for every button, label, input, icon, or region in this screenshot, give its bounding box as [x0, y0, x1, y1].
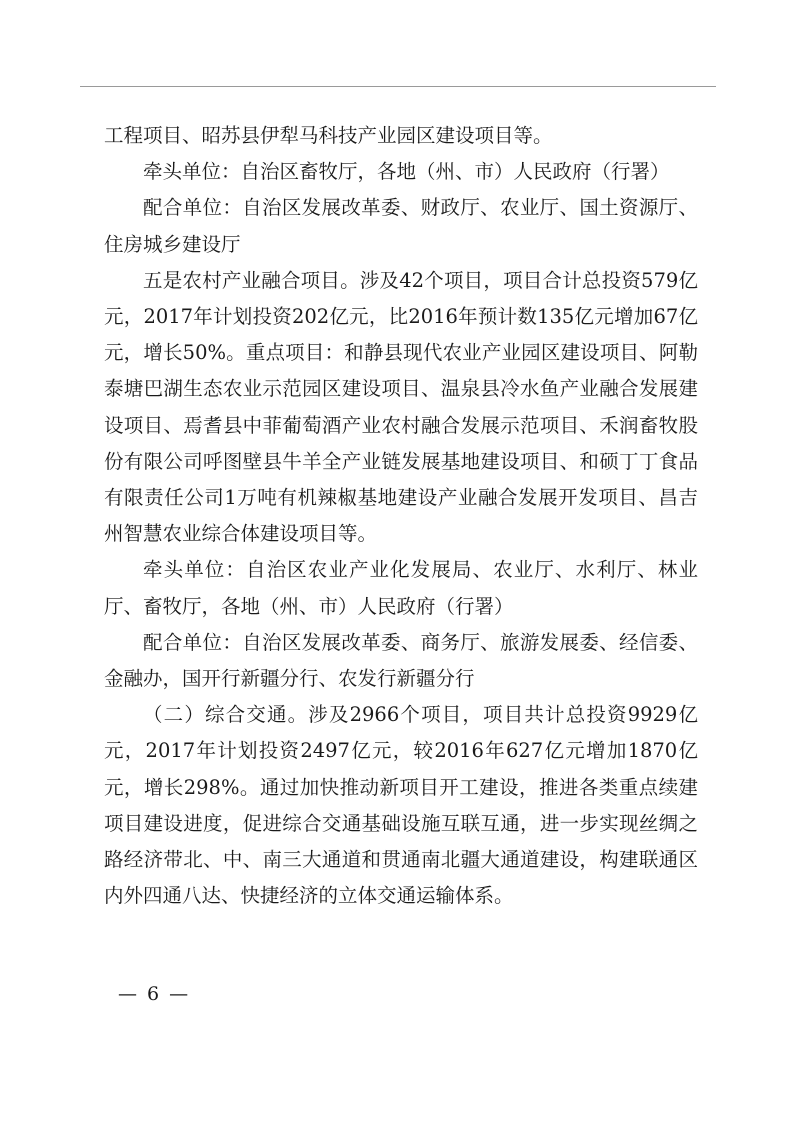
paragraph-5-lead-unit: 牵头单位：自治区农业产业化发展局、农业厅、水利厅、林业厅、畜牧厅，各地（州、市）人民政府（行署） [104, 558, 698, 618]
paragraph-2-lead-unit: 牵头单位：自治区畜牧厅，各地（州、市）人民政府（行署） [143, 160, 670, 184]
header-rule [80, 86, 716, 87]
paragraph-3-coop-unit: 配合单位：自治区发展改革委、财政厅、农业厅、国土资源厅、住房城乡建设厅 [104, 196, 698, 256]
paragraph-6-coop-unit: 配合单位：自治区发展改革委、商务厅、旅游发展委、经信委、金融办，国开行新疆分行、农发行新疆分行 [104, 630, 698, 691]
page-number: — 6 — [118, 983, 191, 1005]
paragraph-4-rural-integration: 五是农村产业融合项目。涉及42个项目，项目合计总投资579亿元，2017年计划投资202亿元，比2016年预计数135亿元增加67亿元，增长50%。重点项目：和静县现代农业产业园区建设项目、阿勒泰塘巴湖生态农业示范园区建设项目、温泉县冷水鱼产业融合发展建设项目、焉耆县中菲葡萄酒产业农村融合发展示范项目、禾润畜牧股份有限公司呼图壁县牛羊全产业链发展基地建设项目、和硕丁丁食品有限责任公司1万吨有机辣椒基地建设产业融合发展开发项目、昌吉州智慧农业综合体建设项目等。 [104, 268, 698, 546]
paragraph-7-transport: （二）综合交通。涉及2966个项目，项目共计总投资9929亿元，2017年计划投资2497亿元，较2016年627亿元增加1870亿元，增长298%。通过加快推动新项目开工建设，推进各类重点续建项目建设进度，促进综合交通基础设施互联互通，进一步实现丝绸之路经济带北、中、南三大通道和贯通南北疆大通道建设，构建联通区内外四通八达、快捷经济的立体交通运输体系。 [104, 703, 698, 908]
paragraph-1: 工程项目、昭苏县伊犁马科技产业园区建设项目等。 [104, 124, 553, 147]
document-body [104, 118, 698, 914]
